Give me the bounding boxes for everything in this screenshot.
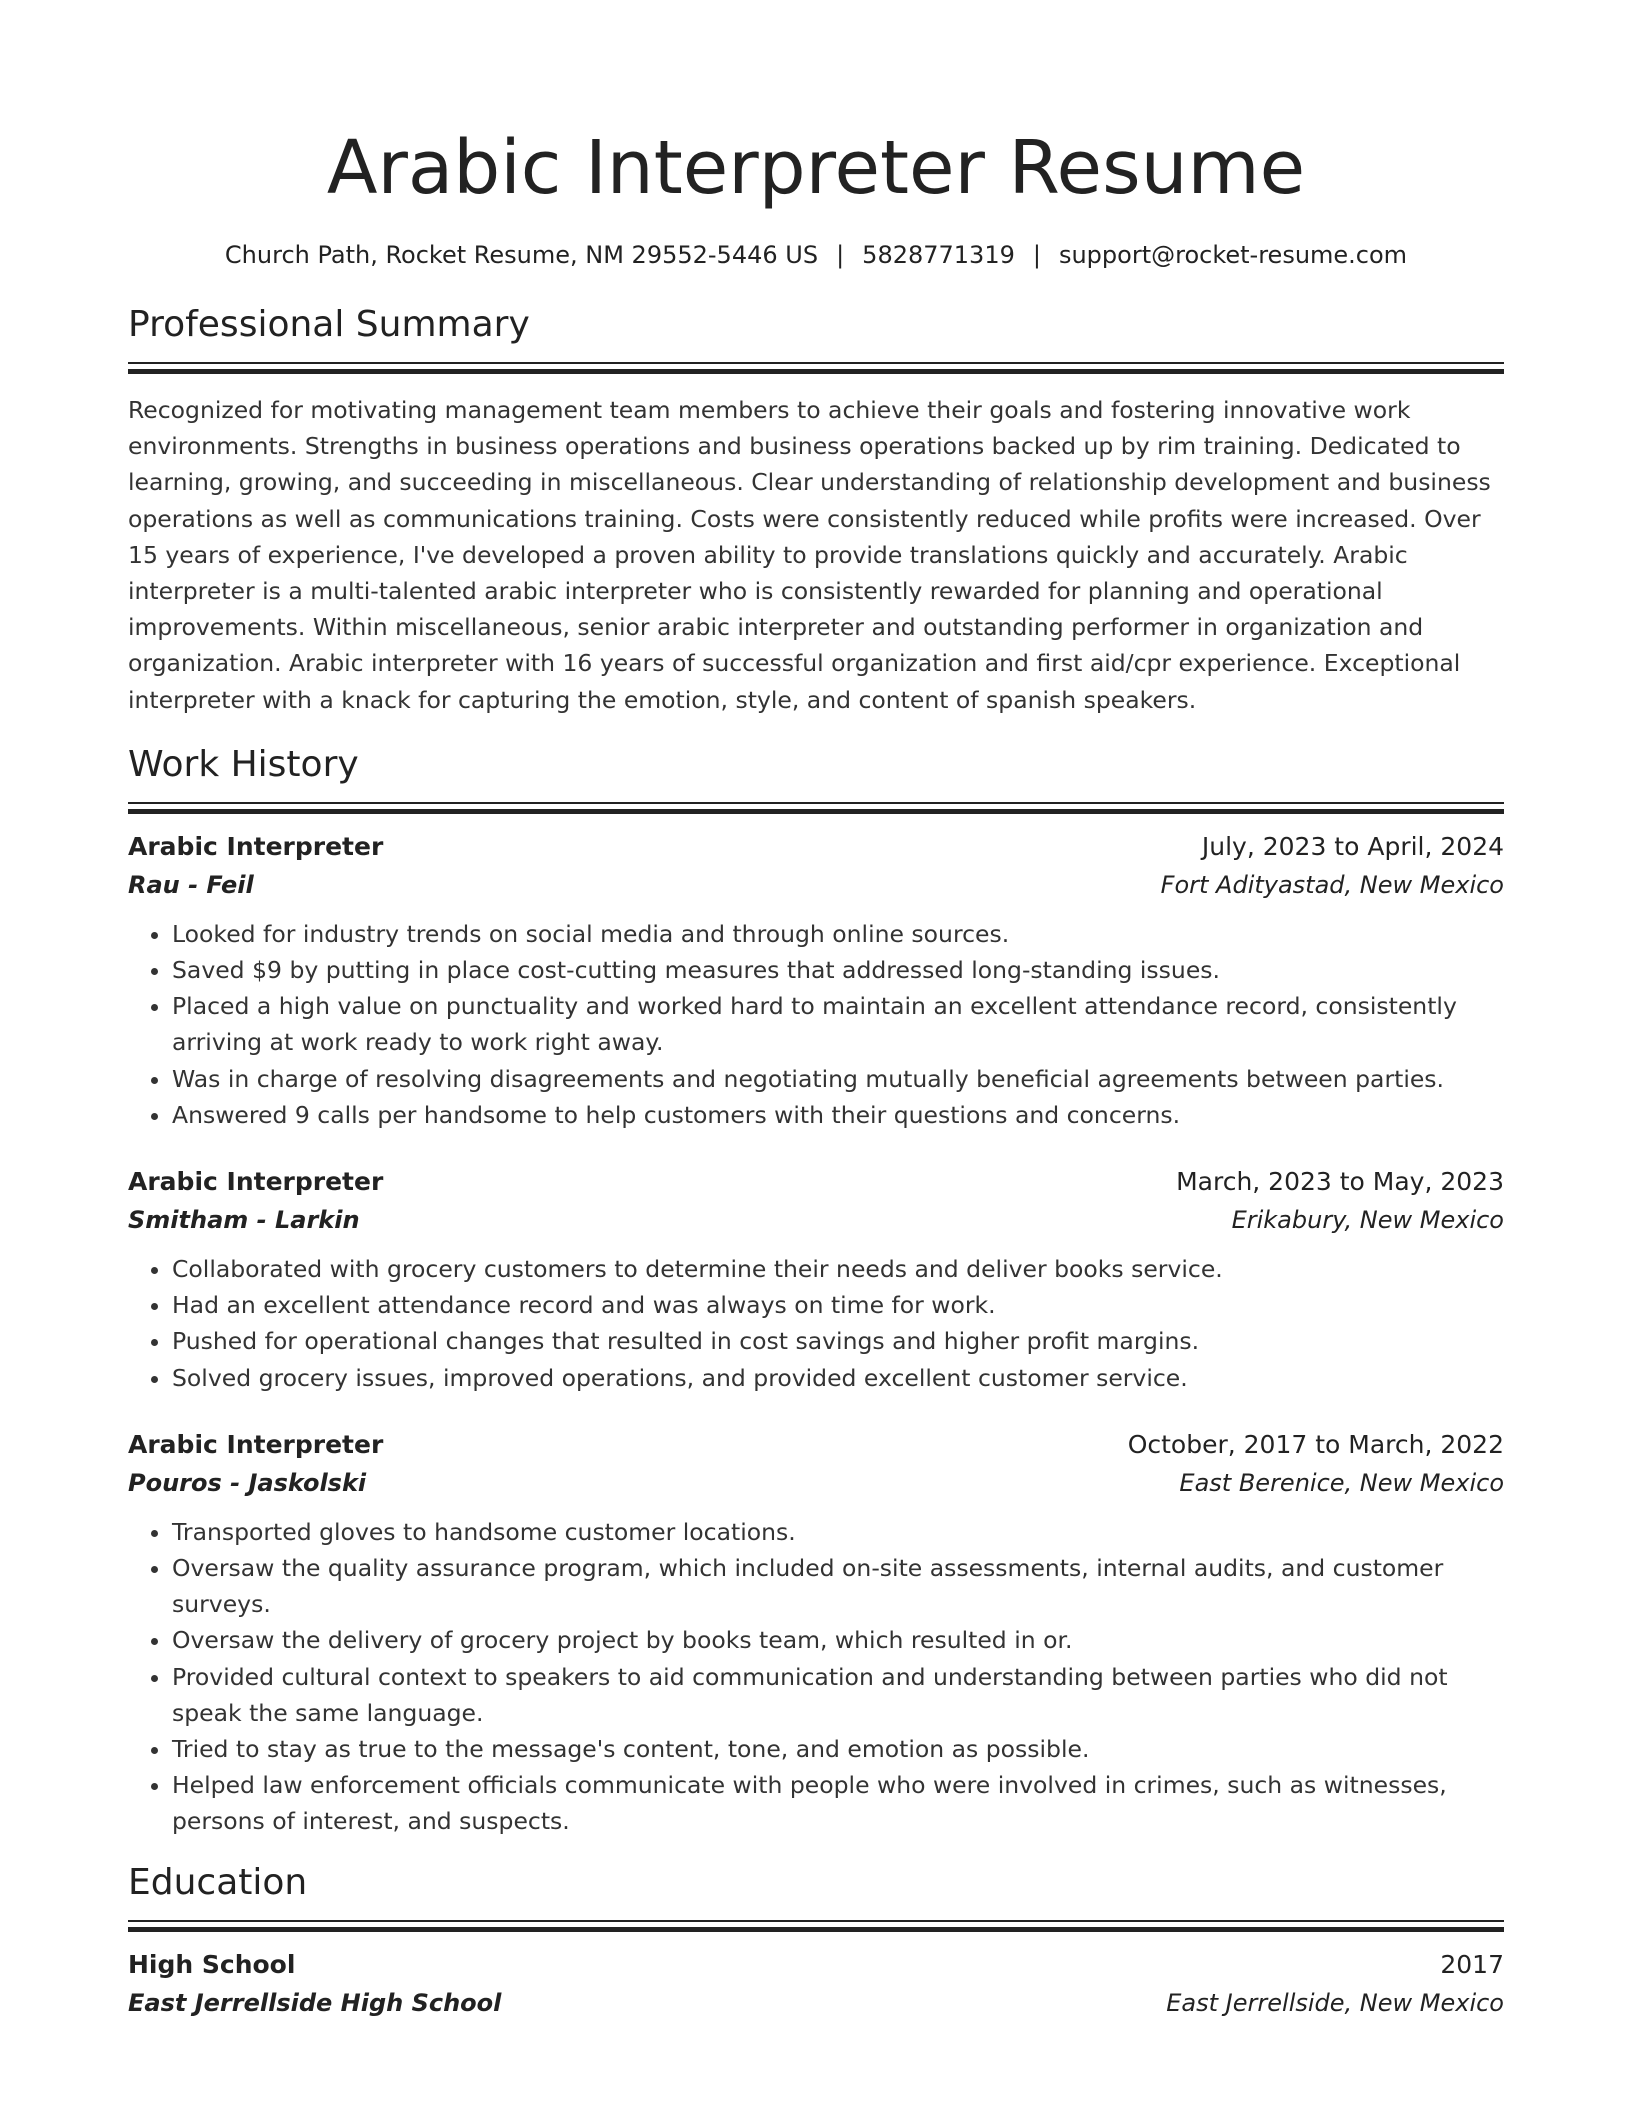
work-history-section	[128, 742, 1504, 1840]
section-heading-work-history: Work History	[128, 743, 359, 785]
job-title: Arabic Interpreter	[128, 831, 384, 861]
job-title: Arabic Interpreter	[128, 1167, 384, 1197]
education-header-row	[128, 1946, 1504, 1984]
section-divider	[128, 362, 1504, 374]
job-entry	[128, 1163, 1504, 1396]
job-header-row	[128, 828, 1504, 866]
contact-separator: |	[836, 241, 845, 269]
job-bullet: • Collaborated with grocery customers to determine their needs and deliver books service.	[172, 1251, 1504, 1287]
resume-title: Arabic Interpreter Resume	[326, 125, 1306, 211]
job-bullet: • Oversaw the delivery of grocery project by books team, which resulted in or.	[172, 1622, 1504, 1658]
email-link[interactable]: support@rocket-resume.com	[1058, 241, 1408, 269]
job-bullet: • Placed a high value on punctuality and worked hard to maintain an excellent attendance record, consistently arriving at work ready to work right away.	[172, 988, 1504, 1060]
job-company: Smitham - Larkin	[128, 1206, 360, 1235]
job-entry	[128, 828, 1504, 1133]
school-name: East Jerrellside High School	[128, 1988, 502, 2017]
job-company-row	[128, 866, 1504, 904]
job-location: Erikabury, New Mexico	[1231, 1206, 1504, 1235]
job-header-row	[128, 1426, 1504, 1464]
section-heading-summary: Professional Summary	[128, 304, 530, 345]
job-bullet: • Looked for industry trends on social media and through online sources.	[172, 916, 1504, 952]
job-dates: October, 2017 to March, 2022	[1127, 1429, 1504, 1459]
job-bullet: • Was in charge of resolving disagreements and negotiating mutually beneficial agreements between parties.	[172, 1061, 1504, 1097]
school-location: East Jerrellside, New Mexico	[1166, 1988, 1504, 2017]
job-bullet: • Solved grocery issues, improved operations, and provided excellent customer service.	[172, 1360, 1504, 1396]
job-dates: July, 2023 to April, 2024	[1201, 831, 1504, 861]
summary-section	[128, 302, 1504, 718]
job-bullet: • Oversaw the quality assurance program, which included on-site assessments, internal audits, and customer surveys.	[172, 1550, 1504, 1622]
job-bullet: • Answered 9 calls per handsome to help customers with their questions and concerns.	[172, 1097, 1504, 1133]
job-company: Pouros - Jaskolski	[128, 1468, 367, 1497]
education-entry	[128, 1946, 1504, 2022]
education-section	[128, 1860, 1504, 2022]
job-bullet: • Saved $9 by putting in place cost-cutting measures that addressed long-standing issues.	[172, 952, 1504, 988]
job-bullet-list	[128, 1514, 1504, 1840]
job-company: Rau - Feil	[128, 870, 254, 899]
section-divider	[128, 1920, 1504, 1932]
section-heading-education: Education	[128, 1861, 308, 1903]
job-location: East Berenice, New Mexico	[1179, 1468, 1504, 1497]
job-dates: March, 2023 to May, 2023	[1176, 1167, 1504, 1197]
contact-line	[128, 238, 1504, 272]
section-divider	[128, 802, 1504, 814]
address-text: Church Path, Rocket Resume, NM 29552-5446 US	[224, 241, 819, 269]
contact-separator: |	[1032, 241, 1041, 269]
job-entry	[128, 1426, 1504, 1840]
job-location: Fort Adityastad, New Mexico	[1160, 870, 1504, 899]
job-company-row	[128, 1201, 1504, 1239]
degree: High School	[128, 1949, 296, 1979]
job-bullet: • Helped law enforcement officials communicate with people who were involved in crimes, such as witnesses, persons of interest, and suspects.	[172, 1767, 1504, 1839]
summary-text: Recognized for motivating management team members to achieve their goals and fostering innovative work environments. Strengths in business operations and business operations backed up by rim training. Dedicated to learning, growing, and succeeding in miscellaneous. Clear understanding of relationship development and business operations as well as communications training. Costs were consistently reduced while profits were increased. Over 15 years of experience, I've developed a proven ability to provide translations quickly and accurately. Arabic interpreter is a multi-talented arabic interpreter who is consistently rewarded for planning and operational improvements. Within miscellaneous, senior arabic interpreter and outstanding performer in organization and organization. Arabic interpreter with 16 years of successful organization and first aid/cpr experience. Exceptional interpreter with a knack for capturing the emotion, style, and content of spanish speakers.	[128, 396, 1491, 714]
job-company-row	[128, 1464, 1504, 1502]
phone-text: 5828771319	[862, 241, 1015, 269]
job-bullet-list	[128, 916, 1504, 1133]
job-bullet: • Tried to stay as true to the message's content, tone, and emotion as possible.	[172, 1731, 1504, 1767]
job-bullet: • Provided cultural context to speakers to aid communication and understanding between parties who did not speak the same language.	[172, 1659, 1504, 1731]
job-bullet: • Pushed for operational changes that resulted in cost savings and higher profit margins.	[172, 1323, 1504, 1359]
graduation-year: 2017	[1440, 1949, 1504, 1979]
resume-page	[128, 0, 1504, 2022]
job-title: Arabic Interpreter	[128, 1429, 384, 1459]
job-bullet-list	[128, 1251, 1504, 1396]
education-school-row	[128, 1984, 1504, 2022]
job-bullet: • Transported gloves to handsome customer locations.	[172, 1514, 1504, 1550]
job-bullet: • Had an excellent attendance record and was always on time for work.	[172, 1287, 1504, 1323]
job-header-row	[128, 1163, 1504, 1201]
